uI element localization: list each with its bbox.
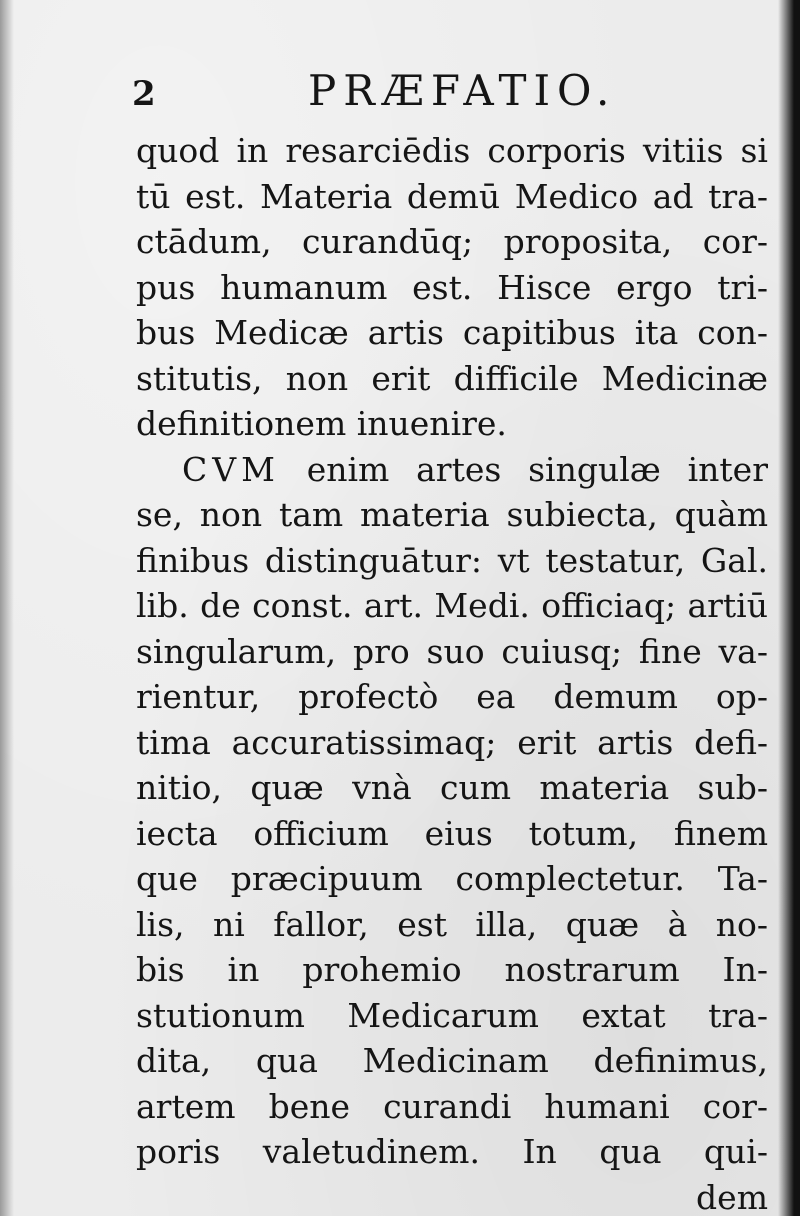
text-line: que præcipuum complectetur. Ta-	[136, 859, 768, 898]
text-line: artem bene curandi humani cor-	[136, 1086, 768, 1126]
text-line: ctādum, curandūq; proposita, cor-	[136, 222, 768, 261]
text-line: rientur, profectò ea demum op-	[136, 677, 768, 716]
opening-line-text: enim artes singulæ inter	[306, 449, 768, 489]
page-number: 2	[132, 74, 156, 114]
text-line: dita, qua Medicinam definimus,	[136, 1041, 768, 1080]
page-gutter-shadow	[0, 0, 14, 1216]
paragraph-initial: CVM	[182, 449, 280, 489]
text-line: pus humanum est. Hisce ergo tri-	[136, 267, 768, 307]
paragraph-opening-line	[136, 447, 768, 493]
text-line: poris valetudinem. In qua qui-	[136, 1132, 768, 1171]
text-line: iecta officium eius totum, finem	[136, 813, 768, 853]
text-line: stitutis, non erit difficile Medicinæ	[136, 358, 768, 398]
text-line: nitio, quæ vnà cum materia sub-	[136, 768, 768, 807]
text-line: tū est. Materia demū Medico ad tra-	[136, 176, 768, 216]
text-line: bus Medicæ artis capitibus ita con-	[136, 313, 768, 352]
text-line: stutionum Medicarum extat tra-	[136, 995, 768, 1035]
text-line: lis, ni fallor, est illa, quæ à no-	[136, 904, 768, 944]
text-line: lib. de const. art. Medi. officiaq; artiū	[136, 586, 768, 625]
text-line: tima accuratissimaq; erit artis defi-	[136, 722, 768, 762]
text-line: finibus distinguātur: vt testatur, Gal.	[136, 540, 768, 580]
text-line: quod in resarciēdis corporis vitiis si	[136, 131, 768, 170]
text-line: definitionem inuenire.	[136, 404, 507, 443]
catchword: dem	[696, 1177, 768, 1216]
text-line: singularum, pro suo cuiusq; fine va-	[136, 631, 768, 671]
text-line: bis in prohemio nostrarum In-	[136, 950, 768, 989]
body-text	[136, 128, 768, 1216]
page-edge-shadow	[778, 0, 800, 1216]
text-line: se, non tam materia subiecta, quàm	[136, 495, 768, 534]
running-title: PRÆFATIO.	[308, 66, 617, 115]
page-header	[132, 66, 632, 126]
